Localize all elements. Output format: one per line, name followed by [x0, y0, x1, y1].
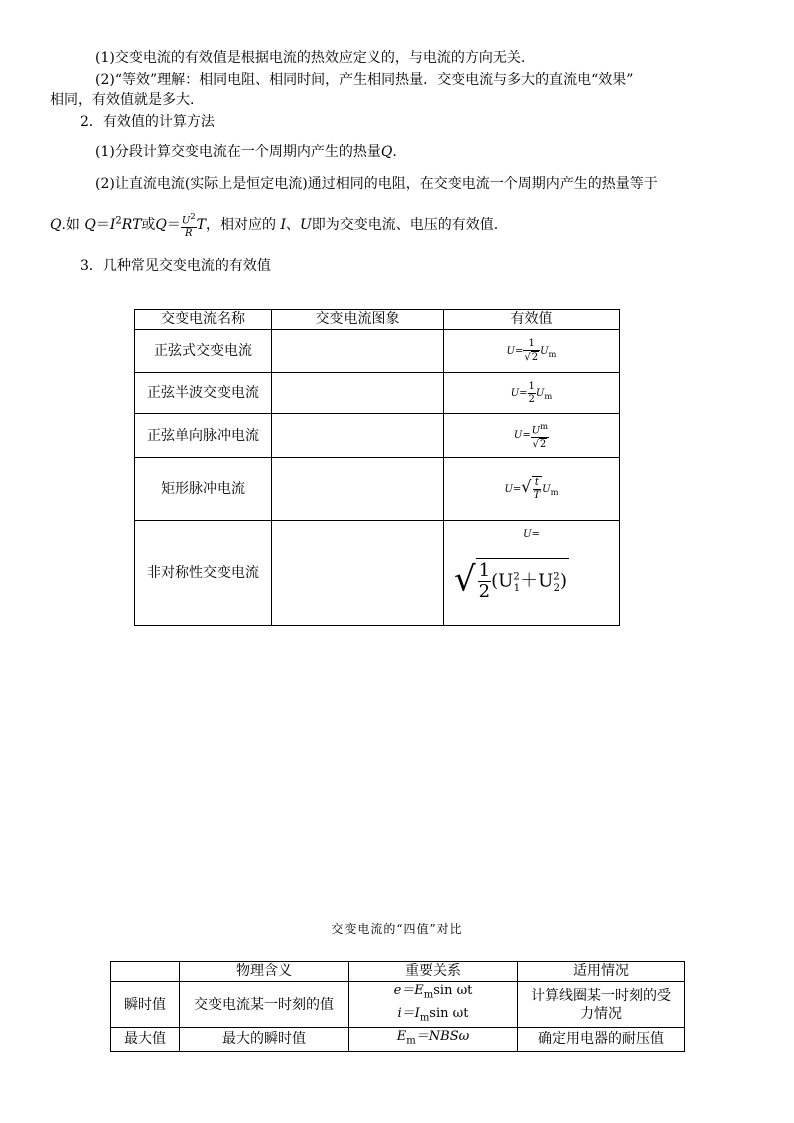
- row-relation: $e=E_m\sin$ ωt $i=I_m\sin$ ωt: [349, 982, 518, 1028]
- formula-cell: U=√ $\frac{t}{T}$ $U_m$: [444, 458, 620, 521]
- row-name: 最大值: [111, 1028, 180, 1052]
- effective-value-table: [134, 309, 620, 626]
- row-name: 正弦半波交变电流: [135, 373, 272, 414]
- method-2-cont: Q.如 $Q=I^2RT$或Q＝ $\frac{U^2}{R}$ T，相对应的 I、U即为交变电流、电压的有效值.: [50, 211, 499, 240]
- graph-cell: [272, 330, 444, 373]
- four-values-title: 交变电流的“四值”对比: [331, 922, 463, 936]
- table-row: [111, 1028, 685, 1052]
- formula-cell: U= $\frac{1}{√2}$ $U_m$: [444, 330, 620, 373]
- header-meaning: 物理含义: [180, 962, 349, 982]
- table-row: [135, 521, 620, 626]
- u2-over-r-fraction: $\frac{U^2}{R}$: [181, 211, 196, 240]
- row-name: 正弦式交变电流: [135, 330, 272, 373]
- method-1: (1)分段计算交变电流在一个周期内产生的热量Q.: [95, 144, 397, 160]
- row-usage: 确定用电器的耐压值: [518, 1028, 685, 1052]
- row-usage: 计算线圈某一时刻的受力情况: [518, 982, 685, 1028]
- header-name: 交变电流名称: [135, 310, 272, 330]
- table-row: [135, 414, 620, 458]
- formula-cell: U= $\frac{U^m}{√2}$: [444, 414, 620, 458]
- row-meaning: 最大的瞬时值: [180, 1028, 349, 1052]
- row-meaning: 交变电流某一时刻的值: [180, 982, 349, 1028]
- graph-cell: [272, 521, 444, 626]
- heading-method: 2．有效值的计算方法: [80, 114, 215, 130]
- header-value: 有效值: [444, 310, 620, 330]
- row-name: 正弦单向脉冲电流: [135, 414, 272, 458]
- row-name: 瞬时值: [111, 982, 180, 1028]
- graph-cell: [272, 414, 444, 458]
- graph-cell: [272, 373, 444, 414]
- row-name: 非对称性交变电流: [135, 521, 272, 626]
- table-row: [135, 458, 620, 521]
- header-graph: 交变电流图象: [272, 310, 444, 330]
- table-row: [111, 982, 685, 1028]
- header-relation: 重要关系: [349, 962, 518, 982]
- paragraph-1: (1)交变电流的有效值是根据电流的热效应定义的，与电流的方向无关.: [95, 50, 526, 66]
- heading-common: 3．几种常见交变电流的有效值: [80, 258, 271, 274]
- header-usage: 适用情况: [518, 962, 685, 982]
- table-row: [135, 373, 620, 414]
- formula-cell: U= $\frac{1}{2}$ $U_m$: [444, 373, 620, 414]
- table-row: [135, 330, 620, 373]
- graph-cell: [272, 458, 444, 521]
- row-relation: $E_m=NBS\omega$: [349, 1028, 518, 1052]
- formula-cell: U= √ $\frac{1}{2}$ $(U^2_1+U^2_2)$: [444, 521, 620, 626]
- four-values-table: [110, 961, 685, 1052]
- row-name: 矩形脉冲电流: [135, 458, 272, 521]
- header-blank: [111, 962, 180, 982]
- paragraph-2-cont: 相同，有效值就是多大.: [50, 92, 195, 108]
- paragraph-2: (2)“等效”理解：相同电阻、相同时间，产生相同热量．交变电流与多大的直流电“效果”: [95, 72, 634, 88]
- method-2: (2)让直流电流(实际上是恒定电流)通过相同的电阻，在交变电流一个周期内产生的热量等于: [95, 176, 658, 192]
